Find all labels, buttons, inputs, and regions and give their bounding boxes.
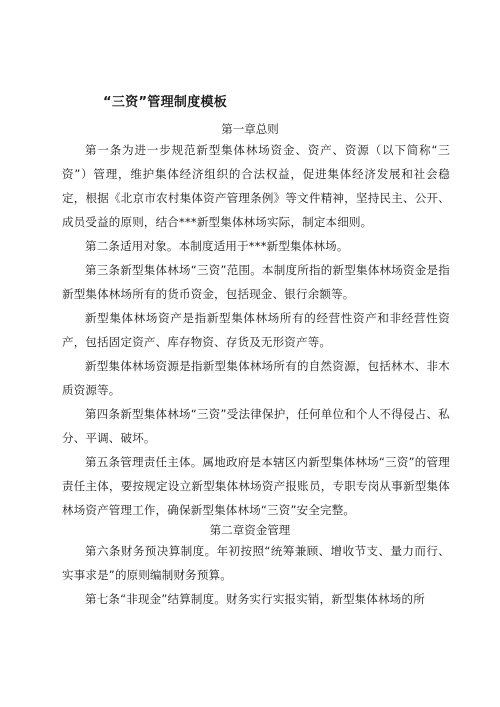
document-title: “三资”管理制度模板 [103,95,228,110]
assets-definition-paragraph: 新型集体林场资产是指新型集体林场所有的经营性资产和非经营性资产，包括固定资产、库存物资、存货及无形资产等。 [62,311,450,349]
article-1-paragraph: 第一条为进一步规范新型集体林场资金、资产、资源（以下简称“三资”）管理，维护集体经济组织的合法权益，促进集体经济发展和社会稳定，根据《北京市农村集体资产管理条例》等文件精神，坚持民主、公开、成员受益的原则，结合***新型集体林场实际，制定本细则。 [62,143,450,229]
article-2-paragraph: 第二条适用对象。本制度适用于***新型集体林场。 [85,239,349,253]
article-5-paragraph: 第五条管理责任主体。属地政府是本辖区内新型集体林场“三资”的管理责任主体，要按规定设立新型集体林场资产报账员，专职专岗从事新型集体林场资产管理工作，确保新型集体林场“三资”安全完整。 [62,455,450,517]
article-6-paragraph: 第六条财务预决算制度。年初按照“统筹兼顾、增收节支、量力而行、实事求是”的原则编制财务预算。 [62,544,450,582]
article-7-paragraph: 第七条“非现金”结算制度。财务实行实报实销，新型集体林场的所 [85,592,425,606]
article-3-paragraph: 第三条新型集体林场“三资”范围。本制度所指的新型集体林场资金是指新型集体林场所有的货币资金，包括现金、银行余额等。 [62,263,450,301]
chapter-heading-2: 第二章资金管理 [209,523,291,537]
article-4-paragraph: 第四条新型集体林场“三资”受法律保护，任何单位和个人不得侵占、私分、平调、破坏。 [62,407,450,445]
chapter-heading-1: 第一章总则 [221,122,279,136]
resources-definition-paragraph: 新型集体林场资源是指新型集体林场所有的自然资源，包括林木、非木质资源等。 [62,359,450,397]
